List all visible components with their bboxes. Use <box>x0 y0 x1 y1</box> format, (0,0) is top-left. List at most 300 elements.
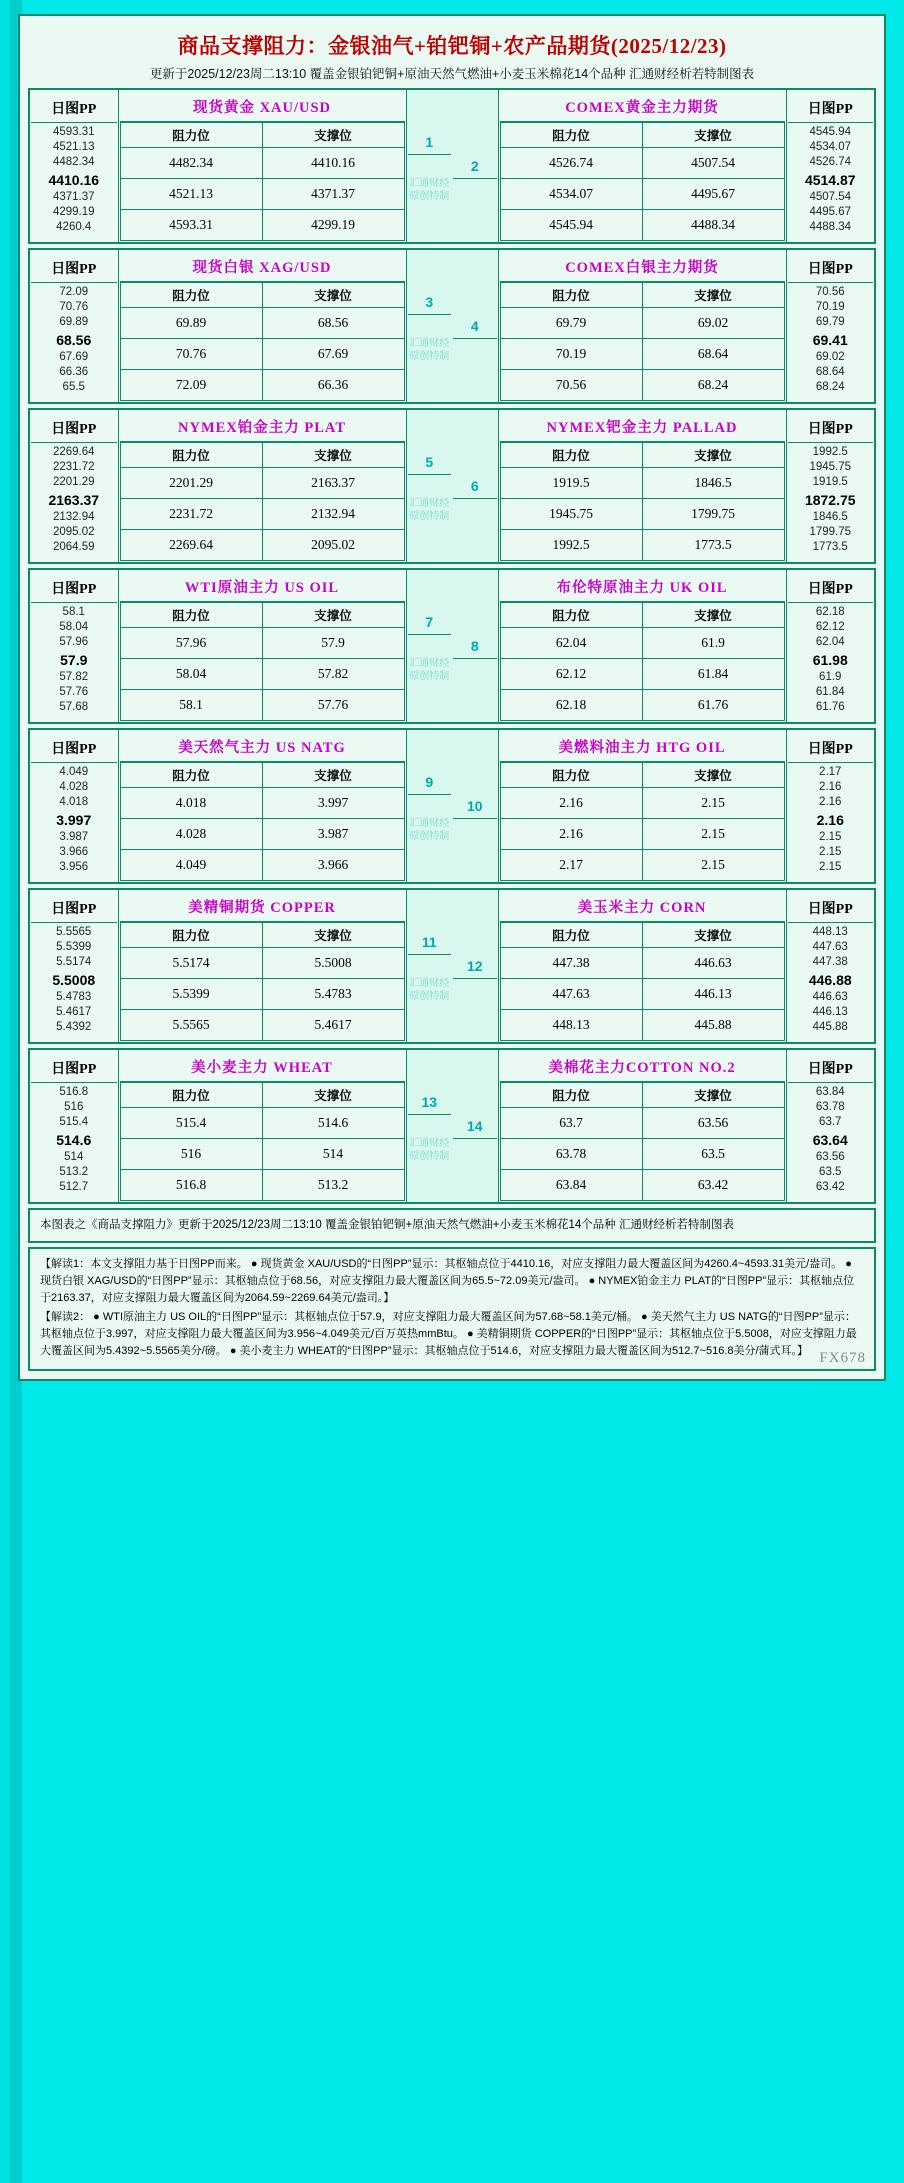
instrument-title: NYMEX钯金主力 PALLAD <box>500 411 785 442</box>
pp-value: 4371.37 <box>52 191 95 203</box>
support-cell: 1846.5 <box>642 468 784 499</box>
levels-table <box>500 602 785 721</box>
support-cell: 68.56 <box>262 308 404 339</box>
table-row <box>120 179 404 210</box>
pp-value: 68.24 <box>815 381 845 393</box>
pp-value: 5.4617 <box>56 1006 92 1018</box>
pp-value: 447.38 <box>812 956 848 968</box>
levels-table <box>120 442 405 561</box>
resistance-cell: 4534.07 <box>500 179 642 210</box>
levels-table <box>120 122 405 241</box>
pp-value: 1872.75 <box>804 492 856 508</box>
pp-header: 日图PP <box>788 413 874 443</box>
pp-column-right <box>786 250 874 402</box>
support-header: 支撑位 <box>262 603 404 628</box>
support-cell: 2132.94 <box>262 499 404 530</box>
resistance-header: 阻力位 <box>500 763 642 788</box>
brand-watermark: FX678 <box>819 1350 866 1366</box>
instrument-title: 美燃料油主力 HTG OIL <box>500 731 785 762</box>
support-header: 支撑位 <box>642 763 784 788</box>
pp-value: 57.82 <box>59 671 89 683</box>
resistance-cell: 57.96 <box>120 628 262 659</box>
pp-value: 5.5174 <box>56 956 92 968</box>
support-cell: 2163.37 <box>262 468 404 499</box>
instrument-title: 美天然气主力 US NATG <box>120 731 405 762</box>
index-number: 11 <box>408 929 452 955</box>
levels-table <box>120 1082 405 1201</box>
levels-table <box>500 1082 785 1201</box>
table-row <box>120 530 404 561</box>
instrument-title: COMEX白银主力期货 <box>500 251 785 282</box>
watermark: 汇通财经 原创特制 <box>409 1138 450 1162</box>
index-column <box>406 410 452 562</box>
watermark: 汇通财经 原创特制 <box>409 658 450 682</box>
pp-value: 1945.75 <box>809 461 852 473</box>
index-number: 1 <box>408 129 452 155</box>
section-left <box>118 570 406 722</box>
resistance-cell: 62.12 <box>500 659 642 690</box>
pp-value: 2269.64 <box>52 446 95 458</box>
support-cell: 4299.19 <box>262 210 404 241</box>
resistance-cell: 70.19 <box>500 339 642 370</box>
section-left <box>118 890 406 1042</box>
instrument-block <box>28 1048 876 1204</box>
resistance-header: 阻力位 <box>120 603 262 628</box>
resistance-cell: 4593.31 <box>120 210 262 241</box>
support-cell: 445.88 <box>642 1010 784 1041</box>
section-right <box>498 730 786 882</box>
pp-header: 日图PP <box>788 573 874 603</box>
support-header: 支撑位 <box>262 123 404 148</box>
section-right <box>498 570 786 722</box>
pp-value: 70.56 <box>815 286 845 298</box>
section-left <box>118 410 406 562</box>
pp-value: 5.5565 <box>56 926 92 938</box>
pp-value: 63.56 <box>815 1151 845 1163</box>
support-header: 支撑位 <box>262 1083 404 1108</box>
pp-value: 68.64 <box>815 366 845 378</box>
pp-header: 日图PP <box>788 733 874 763</box>
pp-value: 63.84 <box>815 1086 845 1098</box>
section-right <box>498 890 786 1042</box>
resistance-header: 阻力位 <box>500 603 642 628</box>
pp-value: 2.16 <box>819 796 842 808</box>
pp-value: 4521.13 <box>52 141 95 153</box>
pp-value: 446.13 <box>812 1006 848 1018</box>
support-cell: 4410.16 <box>262 148 404 179</box>
resistance-cell: 4545.94 <box>500 210 642 241</box>
table-row <box>120 1108 404 1139</box>
resistance-cell: 4.049 <box>120 850 262 881</box>
resistance-header: 阻力位 <box>500 1083 642 1108</box>
pp-value: 69.41 <box>812 332 848 348</box>
table-row <box>500 788 784 819</box>
pp-value: 513.2 <box>59 1166 89 1178</box>
pp-value: 63.5 <box>819 1166 842 1178</box>
pp-value: 2163.37 <box>48 492 100 508</box>
table-row <box>500 1139 784 1170</box>
table-row <box>120 308 404 339</box>
pp-value: 2.15 <box>819 831 842 843</box>
pp-value: 446.63 <box>812 991 848 1003</box>
table-row <box>500 690 784 721</box>
support-cell: 2.15 <box>642 819 784 850</box>
resistance-header: 阻力位 <box>120 1083 262 1108</box>
pp-value: 66.36 <box>59 366 89 378</box>
pp-value: 62.18 <box>815 606 845 618</box>
instrument-title: 现货黄金 XAU/USD <box>120 91 405 122</box>
support-cell: 2095.02 <box>262 530 404 561</box>
pp-value: 514.6 <box>56 1132 92 1148</box>
pp-value: 2201.29 <box>52 476 95 488</box>
table-row <box>500 530 784 561</box>
legend-box <box>28 1247 876 1371</box>
pp-value: 445.88 <box>812 1021 848 1033</box>
resistance-header: 阻力位 <box>500 923 642 948</box>
levels-table <box>500 282 785 401</box>
table-row <box>500 1108 784 1139</box>
index-column <box>452 90 498 242</box>
support-cell: 66.36 <box>262 370 404 401</box>
resistance-cell: 2.17 <box>500 850 642 881</box>
pp-value: 515.4 <box>59 1116 89 1128</box>
table-row <box>120 628 404 659</box>
pp-value: 61.9 <box>819 671 842 683</box>
resistance-cell: 447.38 <box>500 948 642 979</box>
pp-value: 63.42 <box>815 1181 845 1193</box>
pp-column-right <box>786 890 874 1042</box>
pp-value: 2.16 <box>819 781 842 793</box>
instrument-title: NYMEX铂金主力 PLAT <box>120 411 405 442</box>
support-cell: 446.63 <box>642 948 784 979</box>
section-left <box>118 730 406 882</box>
resistance-cell: 448.13 <box>500 1010 642 1041</box>
support-cell: 3.966 <box>262 850 404 881</box>
pp-header: 日图PP <box>31 253 117 283</box>
section-right <box>498 90 786 242</box>
resistance-header: 阻力位 <box>120 763 262 788</box>
pp-column-left <box>30 890 118 1042</box>
support-cell: 1799.75 <box>642 499 784 530</box>
watermark: 汇通财经 原创特制 <box>409 338 450 362</box>
index-number: 7 <box>408 609 452 635</box>
instrument-block <box>28 568 876 724</box>
pp-value: 62.04 <box>815 636 845 648</box>
pp-header: 日图PP <box>31 573 117 603</box>
index-column <box>452 250 498 402</box>
support-header: 支撑位 <box>642 923 784 948</box>
pp-value: 2095.02 <box>52 526 95 538</box>
pp-value: 4593.31 <box>52 126 95 138</box>
table-row <box>120 148 404 179</box>
pp-value: 516 <box>64 1101 84 1113</box>
support-cell: 2.15 <box>642 788 784 819</box>
table-row <box>120 210 404 241</box>
table-row <box>500 979 784 1010</box>
pp-value: 447.63 <box>812 941 848 953</box>
support-cell: 68.24 <box>642 370 784 401</box>
support-cell: 3.987 <box>262 819 404 850</box>
resistance-header: 阻力位 <box>500 283 642 308</box>
index-number: 5 <box>408 449 452 475</box>
pp-value: 68.56 <box>56 332 92 348</box>
pp-value: 67.69 <box>59 351 89 363</box>
resistance-header: 阻力位 <box>120 923 262 948</box>
index-number: 10 <box>453 793 497 819</box>
resistance-cell: 62.04 <box>500 628 642 659</box>
resistance-cell: 4521.13 <box>120 179 262 210</box>
index-number: 12 <box>453 953 497 979</box>
resistance-cell: 516 <box>120 1139 262 1170</box>
pp-value: 1919.5 <box>812 476 848 488</box>
pp-value: 4260.4 <box>56 221 92 233</box>
pp-value: 3.997 <box>56 812 92 828</box>
pp-column-right <box>786 90 874 242</box>
resistance-header: 阻力位 <box>500 123 642 148</box>
table-row <box>500 628 784 659</box>
footer-note: 本图表之《商品支撑阻力》更新于2025/12/23周二13:10 覆盖金银铂钯铜+原油天然气燃油+小麦玉米棉花14个品种 汇通财经析若特制图表 <box>28 1208 876 1243</box>
support-header: 支撑位 <box>642 1083 784 1108</box>
resistance-cell: 5.5565 <box>120 1010 262 1041</box>
pp-value: 69.02 <box>815 351 845 363</box>
support-header: 支撑位 <box>642 123 784 148</box>
resistance-cell: 2201.29 <box>120 468 262 499</box>
pp-value: 4495.67 <box>809 206 852 218</box>
support-cell: 5.5008 <box>262 948 404 979</box>
table-row <box>500 499 784 530</box>
pp-value: 72.09 <box>59 286 89 298</box>
pp-column-left <box>30 250 118 402</box>
report-sheet <box>18 14 886 1381</box>
pp-value: 2231.72 <box>52 461 95 473</box>
support-cell: 514 <box>262 1139 404 1170</box>
table-row <box>500 819 784 850</box>
pp-value: 58.1 <box>62 606 85 618</box>
support-cell: 61.76 <box>642 690 784 721</box>
index-number: 4 <box>453 313 497 339</box>
instrument-title: COMEX黄金主力期货 <box>500 91 785 122</box>
pp-header: 日图PP <box>788 253 874 283</box>
table-row <box>500 850 784 881</box>
pp-value: 5.5399 <box>56 941 92 953</box>
table-row <box>500 308 784 339</box>
levels-table <box>500 922 785 1041</box>
pp-value: 4410.16 <box>48 172 100 188</box>
pp-value: 446.88 <box>808 972 852 988</box>
section-right <box>498 250 786 402</box>
pp-value: 3.987 <box>59 831 89 843</box>
section-left <box>118 1050 406 1202</box>
instrument-title: 布伦特原油主力 UK OIL <box>500 571 785 602</box>
pp-value: 63.7 <box>819 1116 842 1128</box>
index-number: 9 <box>408 769 452 795</box>
table-row <box>500 370 784 401</box>
instrument-block <box>28 888 876 1044</box>
index-column <box>406 1050 452 1202</box>
pp-value: 2064.59 <box>52 541 95 553</box>
pp-column-left <box>30 90 118 242</box>
resistance-cell: 63.78 <box>500 1139 642 1170</box>
table-row <box>500 948 784 979</box>
resistance-cell: 69.79 <box>500 308 642 339</box>
support-cell: 1773.5 <box>642 530 784 561</box>
support-header: 支撑位 <box>262 923 404 948</box>
watermark: 汇通财经 原创特制 <box>409 978 450 1002</box>
instrument-title: 美小麦主力 WHEAT <box>120 1051 405 1082</box>
levels-table <box>120 602 405 721</box>
instrument-block <box>28 88 876 244</box>
levels-table <box>500 442 785 561</box>
resistance-cell: 58.1 <box>120 690 262 721</box>
index-column <box>452 1050 498 1202</box>
support-cell: 2.15 <box>642 850 784 881</box>
pp-value: 4482.34 <box>52 156 95 168</box>
table-row <box>120 819 404 850</box>
table-row <box>120 659 404 690</box>
support-cell: 4371.37 <box>262 179 404 210</box>
pp-value: 1992.5 <box>812 446 848 458</box>
support-header: 支撑位 <box>642 283 784 308</box>
pp-header: 日图PP <box>31 733 117 763</box>
support-cell: 63.42 <box>642 1170 784 1201</box>
pp-column-left <box>30 1050 118 1202</box>
resistance-cell: 62.18 <box>500 690 642 721</box>
pp-value: 4545.94 <box>809 126 852 138</box>
page-subtitle: 更新于2025/12/23周二13:10 覆盖金银铂钯铜+原油天然气燃油+小麦玉米棉花14个品种 汇通财经析若特制图表 <box>149 67 755 81</box>
resistance-cell: 63.7 <box>500 1108 642 1139</box>
instrument-title: 现货白银 XAG/USD <box>120 251 405 282</box>
pp-column-right <box>786 570 874 722</box>
page-title: 商品支撑阻力：金银油气+铂钯铜+农产品期货(2025/12/23) <box>177 34 727 58</box>
resistance-cell: 58.04 <box>120 659 262 690</box>
resistance-cell: 4.018 <box>120 788 262 819</box>
support-cell: 57.9 <box>262 628 404 659</box>
pp-value: 61.84 <box>815 686 845 698</box>
table-row <box>120 948 404 979</box>
resistance-cell: 2269.64 <box>120 530 262 561</box>
support-cell: 4507.54 <box>642 148 784 179</box>
pp-column-right <box>786 410 874 562</box>
index-column <box>406 730 452 882</box>
support-header: 支撑位 <box>642 443 784 468</box>
section-right <box>498 410 786 562</box>
resistance-cell: 447.63 <box>500 979 642 1010</box>
table-row <box>120 339 404 370</box>
pp-header: 日图PP <box>31 1053 117 1083</box>
support-cell: 63.56 <box>642 1108 784 1139</box>
resistance-cell: 515.4 <box>120 1108 262 1139</box>
table-row <box>120 850 404 881</box>
table-row <box>120 1170 404 1201</box>
pp-value: 1846.5 <box>812 511 848 523</box>
instrument-block <box>28 728 876 884</box>
pp-value: 448.13 <box>812 926 848 938</box>
table-row <box>500 659 784 690</box>
pp-header: 日图PP <box>31 413 117 443</box>
pp-column-left <box>30 730 118 882</box>
resistance-cell: 70.76 <box>120 339 262 370</box>
index-number: 6 <box>453 473 497 499</box>
resistance-header: 阻力位 <box>120 443 262 468</box>
pp-value: 61.76 <box>815 701 845 713</box>
support-cell: 57.82 <box>262 659 404 690</box>
resistance-cell: 1919.5 <box>500 468 642 499</box>
pp-value: 57.96 <box>59 636 89 648</box>
support-cell: 514.6 <box>262 1108 404 1139</box>
index-number: 2 <box>453 153 497 179</box>
pp-value: 516.8 <box>59 1086 89 1098</box>
index-column <box>406 890 452 1042</box>
instrument-block <box>28 248 876 404</box>
index-number: 8 <box>453 633 497 659</box>
pp-header: 日图PP <box>31 893 117 923</box>
table-row <box>120 370 404 401</box>
support-header: 支撑位 <box>262 283 404 308</box>
support-cell: 446.13 <box>642 979 784 1010</box>
resistance-cell: 63.84 <box>500 1170 642 1201</box>
support-cell: 4488.34 <box>642 210 784 241</box>
resistance-header: 阻力位 <box>500 443 642 468</box>
pp-column-right <box>786 1050 874 1202</box>
table-row <box>500 148 784 179</box>
support-header: 支撑位 <box>262 763 404 788</box>
pp-value: 5.4392 <box>56 1021 92 1033</box>
index-number: 3 <box>408 289 452 315</box>
pp-value: 69.89 <box>59 316 89 328</box>
section-left <box>118 90 406 242</box>
pp-value: 57.9 <box>60 652 88 668</box>
pp-value: 58.04 <box>59 621 89 633</box>
pp-value: 1773.5 <box>812 541 848 553</box>
instrument-title: WTI原油主力 US OIL <box>120 571 405 602</box>
levels-table <box>120 282 405 401</box>
pp-value: 63.64 <box>812 1132 848 1148</box>
pp-value: 2.15 <box>819 861 842 873</box>
support-cell: 63.5 <box>642 1139 784 1170</box>
resistance-cell: 5.5399 <box>120 979 262 1010</box>
watermark: 汇通财经 原创特制 <box>409 498 450 522</box>
pp-value: 63.78 <box>815 1101 845 1113</box>
pp-value: 69.79 <box>815 316 845 328</box>
support-header: 支撑位 <box>262 443 404 468</box>
pp-value: 4507.54 <box>809 191 852 203</box>
pp-value: 4.018 <box>59 796 89 808</box>
instrument-block <box>28 408 876 564</box>
pp-value: 2.16 <box>816 812 844 828</box>
table-row <box>500 1170 784 1201</box>
index-column <box>452 890 498 1042</box>
table-row <box>120 1010 404 1041</box>
section-left <box>118 250 406 402</box>
index-number: 13 <box>408 1089 452 1115</box>
index-number: 14 <box>453 1113 497 1139</box>
support-cell: 61.9 <box>642 628 784 659</box>
watermark: 汇通财经 原创特制 <box>409 178 450 202</box>
resistance-cell: 1945.75 <box>500 499 642 530</box>
table-row <box>120 468 404 499</box>
support-cell: 68.64 <box>642 339 784 370</box>
pp-value: 1799.75 <box>809 526 852 538</box>
pp-value: 4514.87 <box>804 172 856 188</box>
pp-value: 5.5008 <box>52 972 96 988</box>
pp-value: 57.68 <box>59 701 89 713</box>
resistance-cell: 4526.74 <box>500 148 642 179</box>
table-row <box>120 1139 404 1170</box>
pp-value: 4.028 <box>59 781 89 793</box>
support-header: 支撑位 <box>642 603 784 628</box>
table-row <box>500 468 784 499</box>
resistance-cell: 1992.5 <box>500 530 642 561</box>
